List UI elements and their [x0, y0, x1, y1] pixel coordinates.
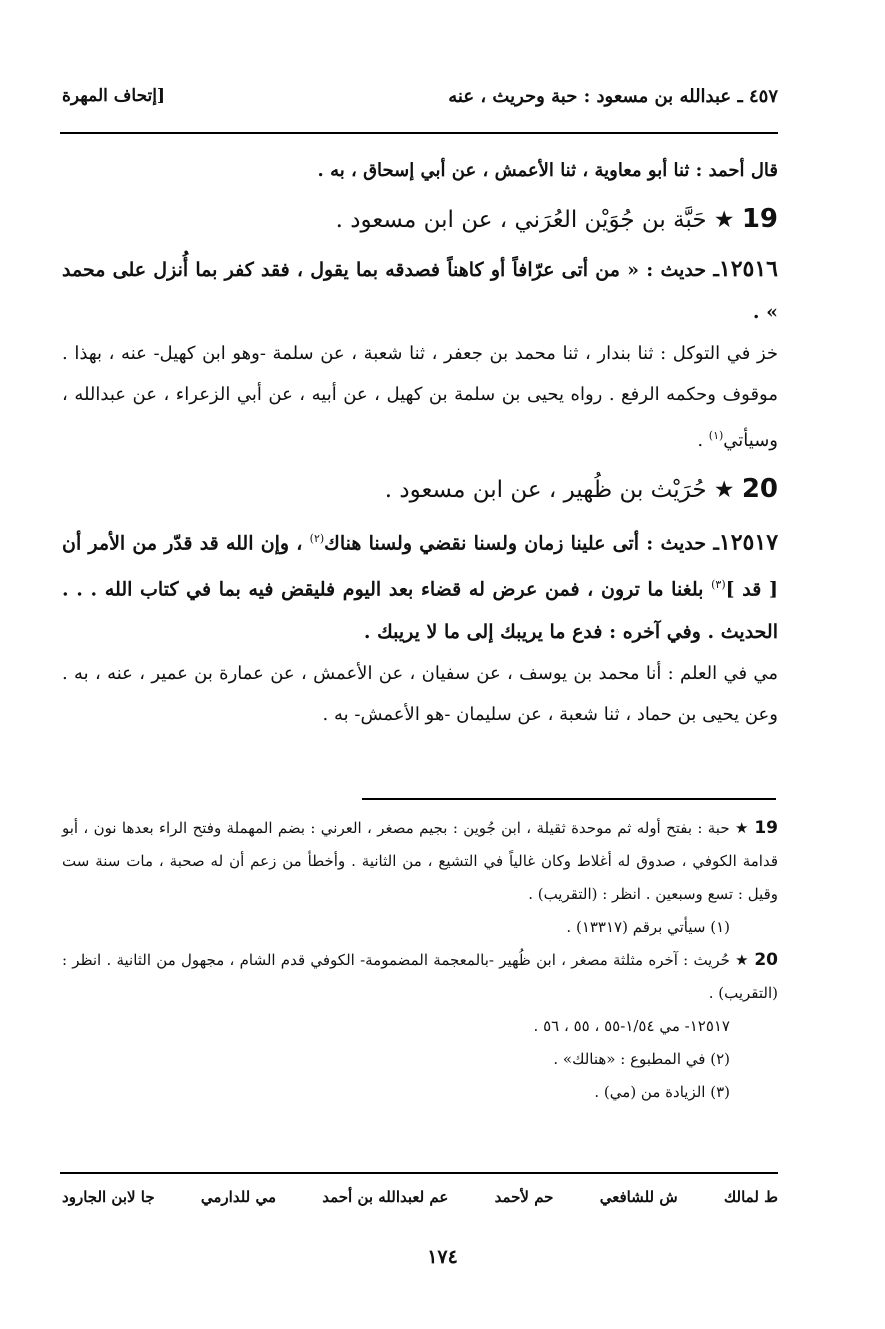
paragraph-chain-darimi: مي في العلم : أنا محمد بن يوسف ، عن سفيان ، عن الأعمش ، عن عمارة بن عمير ، عنه ، به . وعن يحيى بن حماد ، ثنا شعبة ، عن سليمان -هو الأعمش- به . [62, 662, 778, 725]
paragraph-chain-ahmad: قال أحمد : ثنا أبو معاوية ، ثنا الأعمش ، عن أبي إسحاق ، به . [317, 160, 778, 181]
narrator-heading-19 [62, 191, 778, 248]
legend-item: جا لابن الجارود [62, 1188, 155, 1206]
footnote-text: ★ حبة : بفتح أوله ثم موحدة ثقيلة ، ابن جُوين : بجيم مصغر ، العرني : بضم المهملة وفتح الراء بعدها نون ، أبو قدامة الكوفي ، صدوق له أغلاط وكان غالياً في التشيع ، من الثانية . وأخطأ من زعم أن له صحبة ، مات سنة ست وقيل : تسع وسبعين . انظر : (التقريب) . [62, 819, 778, 903]
footnote-3: (٣) الزيادة من (مي) . [594, 1083, 730, 1101]
narrator-number: 20 [741, 474, 778, 504]
header-section-title: ٤٥٧ ـ عبدالله بن مسعود : حبة وحريث ، عنه [448, 86, 778, 107]
legend-item: حم لأحمد [494, 1188, 554, 1206]
footnote-ref-1: (١) [708, 429, 724, 442]
hadith-text-part: بلغنا ما ترون ، فمن عرض له قضاء بعد اليوم فليقض فيه بما في كتاب الله . . . الحديث . وفي آخره : فدع ما يريبك إلى ما لا يريبك . [62, 578, 778, 643]
footnote-2: (٢) في المطبوع : «هنالك» . [553, 1050, 730, 1068]
footnote-ref-3: (٣) [711, 578, 726, 592]
footnote-19 [62, 812, 778, 911]
footnote-20 [62, 944, 778, 1010]
page-number: ١٧٤ [427, 1246, 458, 1268]
narrator-heading-text: ★ حُرَيْث بن ظُهير ، عن ابن مسعود . [384, 477, 735, 503]
hadith-text-part: ـ حديث : أتى علينا زمان ولسنا نقضي ولسنا هناك [324, 532, 719, 555]
footnote-12517: ١٢٥١٧- مي ١/٥٤-٥٥ ، ٥٥ ، ٥٦ . [533, 1017, 730, 1035]
hadith-number: ١٢٥١٦ [718, 256, 778, 282]
hadith-number: ١٢٥١٧ [718, 529, 779, 556]
paragraph-chain-khuz [62, 333, 778, 461]
header-book-title: [إتحاف المهرة [62, 86, 166, 106]
legend-item: عم لعبدالله بن أحمد [322, 1188, 449, 1206]
narrator-number: 19 [741, 204, 778, 234]
legend-item: ش للشافعي [599, 1188, 678, 1206]
footnotes [62, 812, 778, 1109]
main-text [62, 150, 778, 735]
footnote-number: 19 [754, 818, 778, 838]
hadith-12516 [62, 248, 778, 333]
hadith-text: ـ حديث : « من أتى عرّافاً أو كاهناً فصدقه بما يقول ، فقد كفر بما أُنزل على محمد » . [62, 259, 778, 323]
abbreviation-legend [62, 1188, 778, 1218]
legend-item: مي للدارمي [200, 1188, 276, 1206]
footnote-ref-2: (٢) [309, 532, 325, 545]
legend-item: ط لمالك [723, 1188, 778, 1206]
header-rule [60, 132, 778, 134]
legend-rule [60, 1172, 778, 1174]
footnote-number: 20 [754, 950, 778, 970]
hadith-12517 [62, 518, 778, 653]
footnote-1: (١) سيأتي برقم (١٣٣١٧) . [566, 918, 730, 936]
footnote-text: ★ حُريث : آخره مثلثة مصغر ، ابن ظُهير -بالمعجمة المضمومة- الكوفي قدم الشام ، مجهول من الثانية . انظر : (التقريب) . [62, 951, 778, 1002]
chain-text: خز في التوكل : ثنا بندار ، ثنا محمد بن جعفر ، ثنا شعبة ، عن سلمة -وهو ابن كهيل- عنه ، بهذا . موقوف وحكمه الرفع . رواه يحيى بن سلمة بن كهيل ، عن أبيه ، عن أبي الزعراء ، عن عبدالله ، وسيأتي [62, 343, 778, 451]
footnote-rule [362, 798, 776, 800]
hadith-text-part: ، وإن الله قد قدّر من الأمر أن [ قد ] [62, 532, 779, 601]
narrator-heading-20 [62, 461, 778, 518]
chain-end: . [697, 430, 709, 451]
narrator-heading-text: ★ حَبَّة بن جُوَيْن العُرَني ، عن ابن مسعود . [335, 207, 735, 233]
running-header [62, 86, 778, 118]
